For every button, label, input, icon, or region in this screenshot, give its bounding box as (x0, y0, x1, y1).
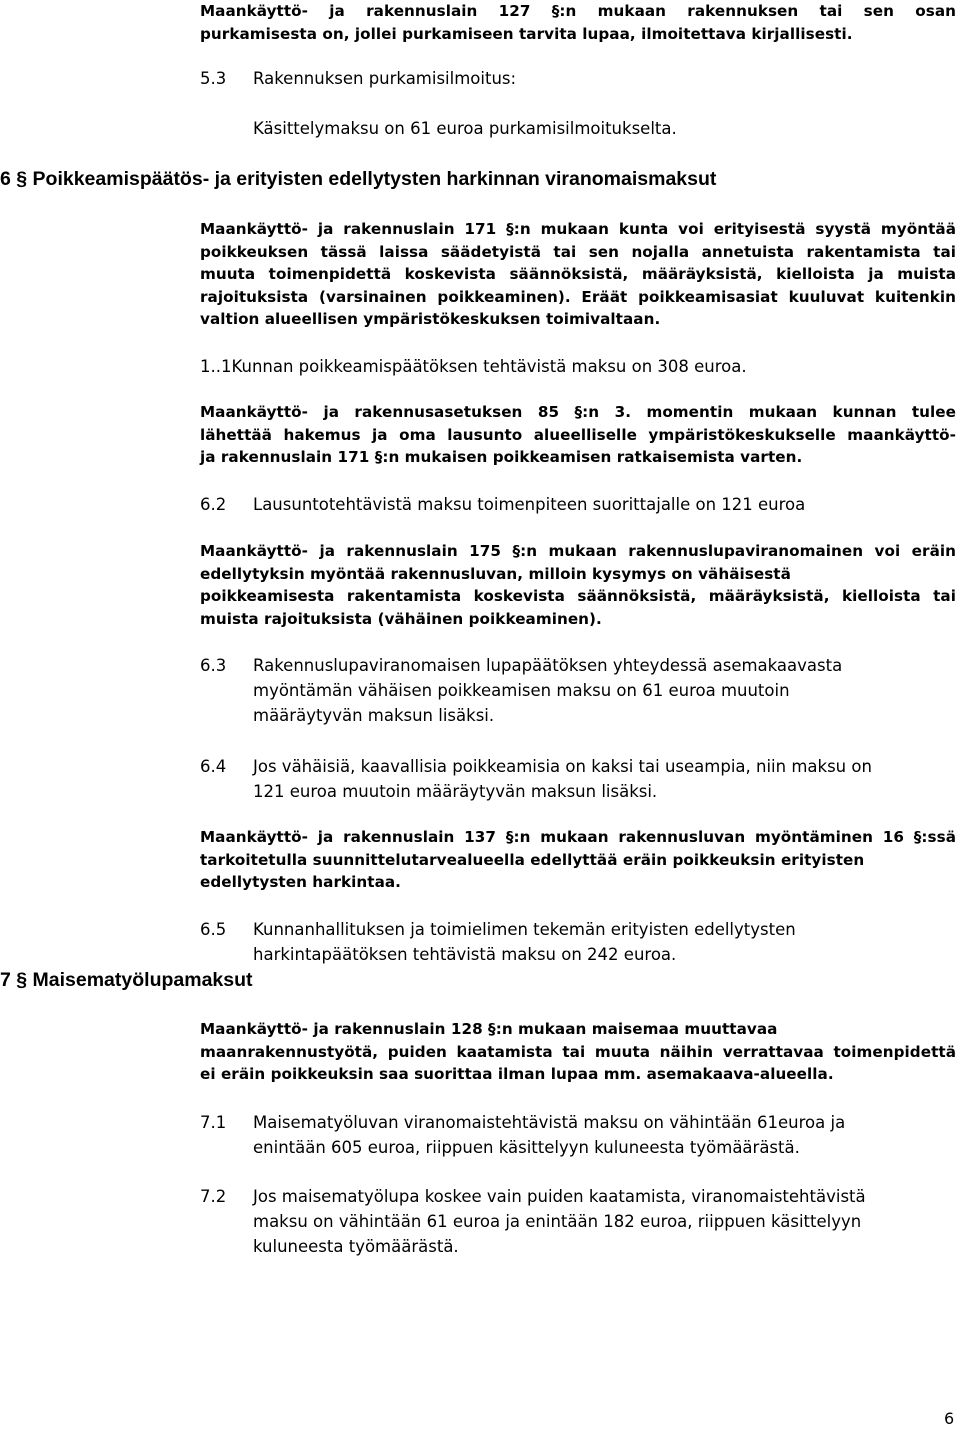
item-number: 6.2 (200, 495, 227, 514)
law-line: ja rakennuslain 171 §:n mukaisen poikkeamisen ratkaisemista varten. (200, 448, 803, 466)
item-line: kuluneesta työmäärästä. (253, 1237, 459, 1256)
item-line: Maisematyöluvan viranomaistehtävistä maksu on vähintään 61euroa ja (253, 1113, 846, 1132)
law-line: lähettää hakemus ja oma lausunto alueelliselle ympäristökeskukselle maankäyttö- (200, 425, 956, 444)
law-line: poikkeuksen tässä laissa säädetyistä tai sen nojalla annetuista rakentamista tai (200, 242, 956, 261)
law-line: maanrakennustyötä, puiden kaatamista tai muuta näihin verrattavaa toimenpidettä (200, 1042, 956, 1061)
item-6-4 (200, 754, 940, 804)
law-line: Maankäyttö- ja rakennuslain 137 §:n mukaan rakennusluvan myöntäminen 16 §:ssä (200, 828, 956, 846)
item-6-2 (200, 492, 940, 517)
item-5-3 (200, 66, 940, 141)
law-line: muista rajoituksista (vähäinen poikkeaminen). (200, 609, 602, 628)
item-line: määräytyvän maksun lisäksi. (253, 706, 495, 725)
item-7-1 (200, 1110, 940, 1160)
item-line: enintään 605 euroa, riippuen käsittelyyn kuluneesta työmäärästä. (253, 1138, 800, 1157)
section-7-law-paragraph (200, 1018, 956, 1086)
section-7-heading: 7 § Maisematyölupamaksut (0, 969, 253, 991)
item-line: myöntämän vähäisen poikkeamisen maksu on 61 euroa muutoin (253, 681, 790, 700)
item-number: 7.2 (200, 1187, 227, 1206)
item-text: Lausuntotehtävistä maksu toimenpiteen suorittajalle on 121 euroa (253, 495, 806, 514)
law-line: Maankäyttö- ja rakennuslain 175 §:n mukaan rakennuslupaviranomainen voi eräin (200, 542, 956, 560)
law-line: Maankäyttö- ja rakennusasetuksen 85 §:n 3. momentin mukaan kunnan tulee (200, 403, 956, 421)
section-6-heading: 6 § Poikkeamispäätös- ja erityisten edellytysten harkinnan viranomaismaksut (0, 168, 717, 190)
item-line: Jos maisematyölupa koskee vain puiden kaatamista, viranomaistehtävistä (253, 1187, 866, 1206)
item-6-1: 1..1Kunnan poikkeamispäätöksen tehtävistä maksu on 308 euroa. (200, 357, 747, 376)
item-line: Jos vähäisiä, kaavallisia poikkeamisia on kaksi tai useampia, niin maksu on (253, 757, 872, 776)
item-line: maksu on vähintään 61 euroa ja enintään 182 euroa, riippuen käsittelyyn (253, 1212, 862, 1231)
law-line: purkamisesta on, jollei purkamiseen tarvita lupaa, ilmoitettava kirjallisesti. (200, 24, 853, 43)
law-line: edellytysten harkintaa. (200, 873, 401, 891)
law-line: poikkeamisesta rakentamista koskevista säännöksistä, määräyksistä, kielloista tai (200, 587, 956, 605)
section-6-law-paragraph-1 (200, 218, 956, 331)
item-text: Käsittelymaksu on 61 euroa purkamisilmoitukselta. (253, 119, 677, 138)
law-line: Maankäyttö- ja rakennuslain 128 §:n mukaan maisemaa muuttavaa (200, 1020, 778, 1038)
law-line: edellytyksin myöntää rakennusluvan, milloin kysymys on vähäisestä (200, 564, 791, 583)
section-6-law-paragraph-2 (200, 401, 956, 469)
item-number: 6.4 (200, 757, 227, 776)
law-line: valtion alueellisen ympäristökeskuksen toimivaltaan. (200, 310, 661, 328)
item-number: 6.3 (200, 656, 227, 675)
item-7-2 (200, 1184, 940, 1259)
intro-law-paragraph (200, 0, 956, 45)
item-title: Rakennuksen purkamisilmoitus: (253, 69, 517, 88)
item-number: 5.3 (200, 69, 227, 88)
item-number: 7.1 (200, 1113, 227, 1132)
section-6-law-paragraph-4 (200, 826, 956, 894)
item-6-5 (200, 917, 940, 967)
item-line: 121 euroa muutoin määräytyvän maksun lisäksi. (253, 782, 658, 801)
item-line: harkintapäätöksen tehtävistä maksu on 242 euroa. (253, 945, 677, 964)
law-line: ei eräin poikkeuksin saa suorittaa ilman lupaa mm. asemakaava-alueella. (200, 1065, 834, 1083)
item-number: 6.5 (200, 920, 227, 939)
page-number: 6 (944, 1409, 955, 1428)
law-line: tarkoitetulla suunnittelutarvealueella edellyttää eräin poikkeuksin erityisten (200, 850, 865, 869)
item-line: Rakennuslupaviranomaisen lupapäätöksen yhteydessä asemakaavasta (253, 656, 843, 675)
law-line: muuta toimenpidettä koskevista säännöksistä, määräyksistä, kielloista ja muista (200, 265, 956, 283)
section-6-law-paragraph-3 (200, 540, 956, 630)
item-6-3 (200, 653, 940, 728)
item-line: Kunnanhallituksen ja toimielimen tekemän erityisten edellytysten (253, 920, 796, 939)
law-line: rajoituksista (varsinainen poikkeaminen). Eräät poikkeamisasiat kuuluvat kuitenkin (200, 287, 956, 306)
law-line: Maankäyttö- ja rakennuslain 171 §:n mukaan kunta voi erityisestä syystä myöntää (200, 220, 956, 238)
law-line: Maankäyttö- ja rakennuslain 127 §:n mukaan rakennuksen tai sen osan (200, 2, 956, 20)
